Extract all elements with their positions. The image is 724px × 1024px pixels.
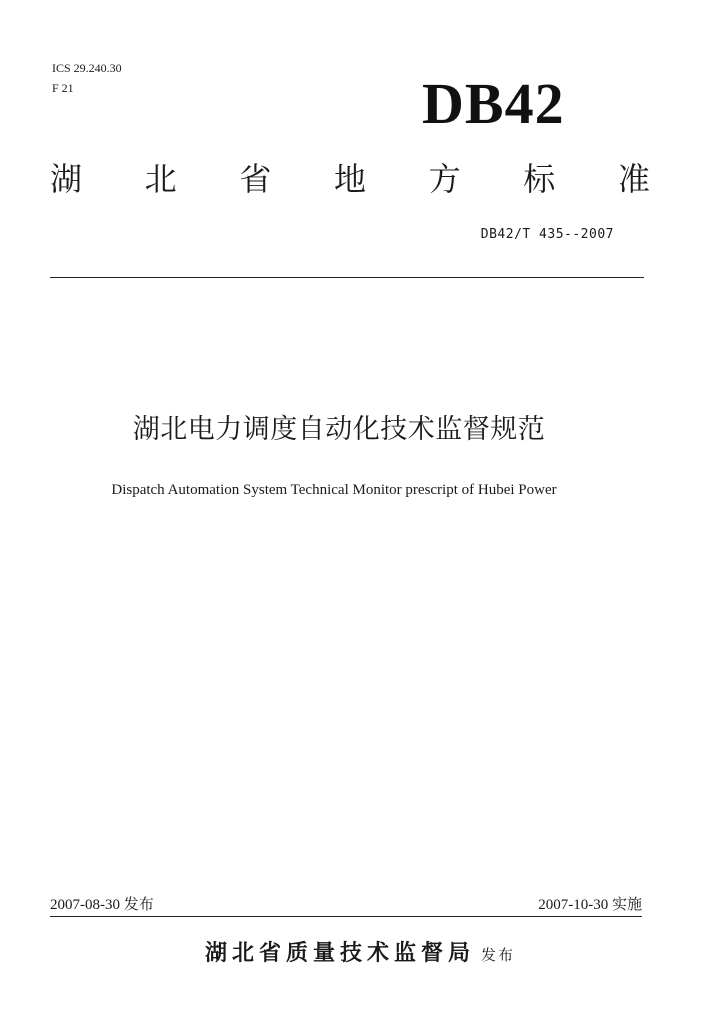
standard-type-heading xyxy=(50,158,650,200)
standard-logo: DB42 xyxy=(422,71,565,136)
standard-type-char: 北 xyxy=(144,160,177,198)
publisher-action: 发布 xyxy=(481,946,516,964)
standard-type-char: 准 xyxy=(617,160,650,198)
implementation-date: 2007-10-30 实施 xyxy=(538,897,642,913)
bottom-divider xyxy=(50,916,642,917)
publisher-name: 湖北省质量技术监督局 xyxy=(204,941,475,966)
document-title-en: Dispatch Automation System Technical Monitor prescript of Hubei Power xyxy=(111,482,557,498)
ics-code: ICS 29.240.30 xyxy=(52,61,122,75)
ccs-code: F 21 xyxy=(52,81,74,95)
standard-type-char: 标 xyxy=(523,160,556,198)
standard-number: DB42/T 435--2007 xyxy=(480,227,614,242)
standard-type-char: 方 xyxy=(428,160,461,198)
standard-type-char: 省 xyxy=(239,160,272,198)
standard-type-char: 地 xyxy=(333,160,366,198)
top-divider xyxy=(50,277,644,278)
standard-type-char: 湖 xyxy=(50,160,83,198)
issue-date: 2007-08-30 发布 xyxy=(50,897,154,913)
publisher-line xyxy=(0,937,722,972)
document-title-zh: 湖北电力调度自动化技术监督规范 xyxy=(132,414,546,445)
